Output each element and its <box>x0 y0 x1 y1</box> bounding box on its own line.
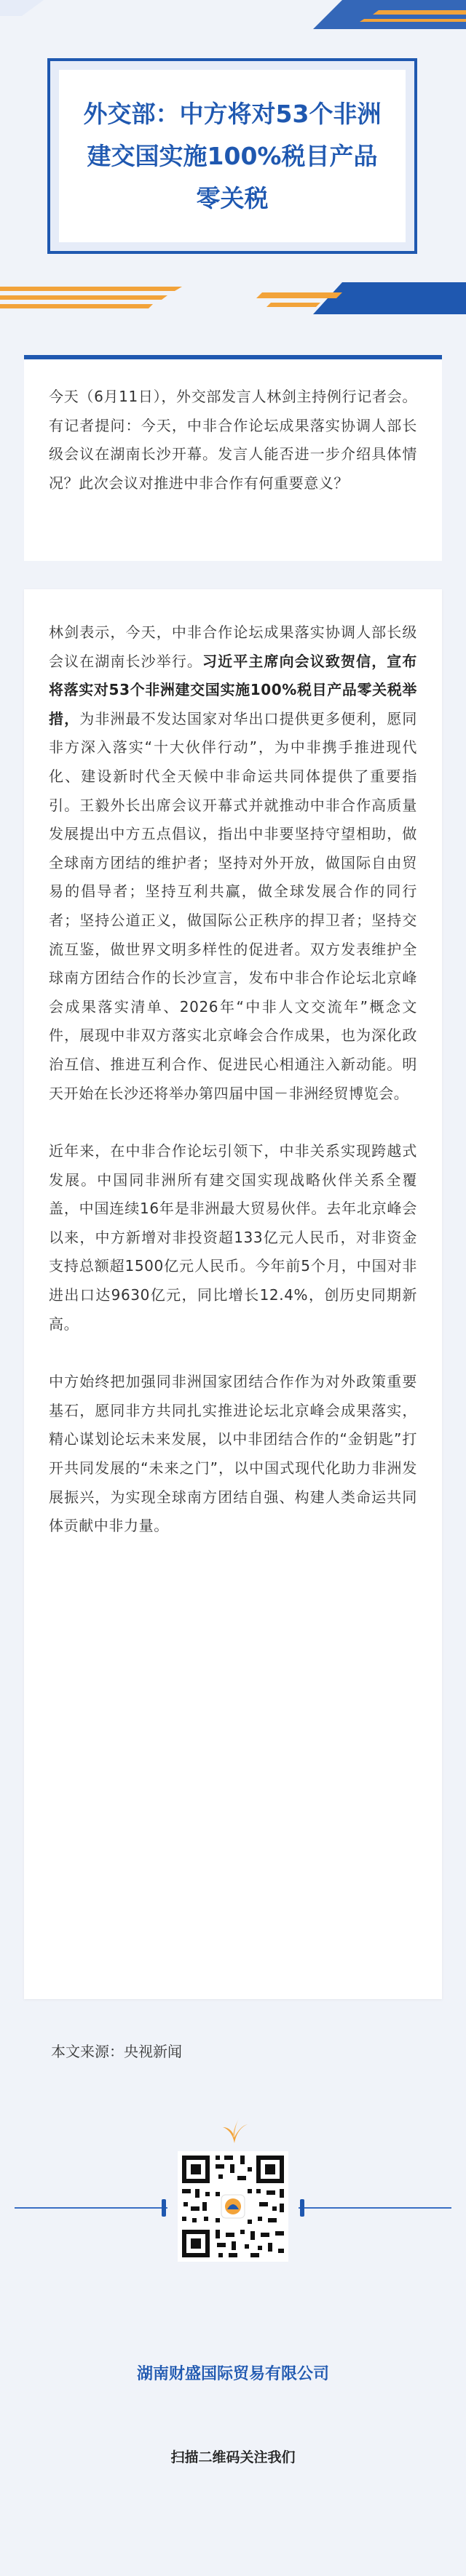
answer-paragraph-2: 近年来，在中非合作论坛引领下，中非关系实现跨越式发展。中国同非洲所有建交国实现战略伙伴关系全覆盖，中国连续16年是非洲最大贸易伙伴。去年北京峰会以来，中方新增对非投资超133亿元人民币，对非资金支持总额超1500亿元人民币。今年前5个月，中国对非进出口达9630亿元，同比增长12.4%，创历史同期新高。 <box>49 1142 417 1333</box>
footer-line-left <box>15 2207 167 2209</box>
title-banner <box>0 0 466 291</box>
qr-code[interactable] <box>178 2151 288 2262</box>
question-card <box>24 355 442 561</box>
footer-dot-left <box>162 2199 166 2217</box>
answer-paragraph-1 <box>49 618 417 1108</box>
title-box <box>47 58 417 254</box>
footer-line-right <box>299 2207 451 2209</box>
footer-dot-right <box>300 2199 304 2217</box>
answer-paragraph-3: 中方始终把加强同非洲国家团结合作作为对外政策重要基石，愿同非方共同扎实推进论坛北京峰会成果落实，精心谋划论坛未来发展，以中非团结合作的“金钥匙”打开共同发展的“未来之门”，以中国式现代化助力非洲发展振兴，为实现全球南方团结自强、构建人类命运共同体贡献中非力量。 <box>49 1373 417 1535</box>
answer-p1-highlight: 习近平主席向会议致贺信，宣布将落实对53个非洲建交国实施100%税目产品零关税举措， <box>49 652 417 727</box>
sprout-icon <box>218 2116 250 2145</box>
question-text: 今天（6月11日），外交部发言人林剑主持例行记者会。有记者提问：今天，中非合作论坛成果落实协调人部长级会议在湖南长沙开幕。发言人能否进一步介绍具体情况？此次会议对推进中非合作有何重要意义？ <box>49 388 417 492</box>
page-title: 外交部：中方将对53个非洲建交国实施100%税目产品零关税 <box>83 99 382 212</box>
corner-stripes-top-icon <box>0 0 466 44</box>
scan-qr-caption: 扫描二维码关注我们 <box>170 2449 296 2465</box>
answer-card <box>24 589 442 1999</box>
answer-p1-intro: 林剑表示，今天，中非合作论坛成果落实协调人部长级会议在湖南长沙举行。 <box>49 623 417 670</box>
divider-stripes-icon <box>0 282 466 314</box>
answer-p1-body: 为非洲最不发达国家对华出口提供更多便利，愿同非方深入落实“十大伙伴行动”，为中非携手推进现代化、建设新时代全天候中非命运共同体提供了重要指引。王毅外长出席会议开幕式并就推动中非合作高质量发展提出中方五点倡议，指出中非要坚持守望相助，做全球南方团结的维护者；坚持对外开放，做国际自由贸易的倡导者；坚持互利共赢，做全球发展合作的同行者；坚持公道正义，做国际公正秩序的捍卫者；坚持交流互鉴，做世界文明多样性的促进者。双方发表维护全球南方团结合作的长沙宣言，发布中非合作论坛北京峰会成果落实清单、2026年“中非人文交流年”概念文件，展现中非双方落实北京峰会合作成果，也为深化政治互信、推进互利合作、促进民心相通注入新动能。明天开始在长沙还将举办第四届中国－非洲经贸博览会。 <box>49 709 418 1102</box>
source-credit: 本文来源：央视新闻 <box>51 2043 182 2060</box>
company-name: 湖南财盛国际贸易有限公司 <box>136 2365 329 2383</box>
qr-code-icon <box>178 2151 288 2262</box>
